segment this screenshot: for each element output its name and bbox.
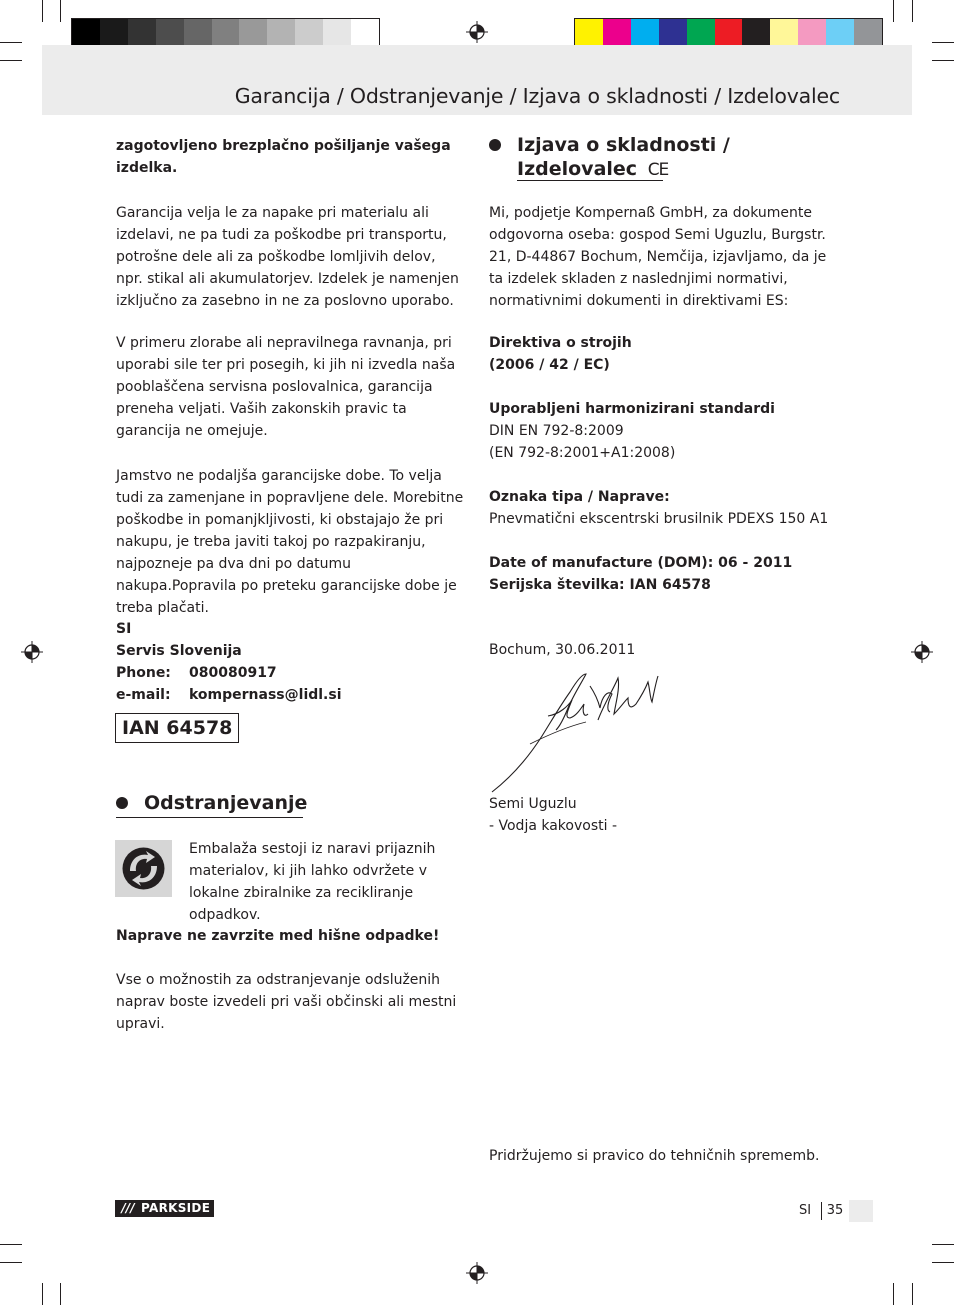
technical-changes-note: Pridržujemo si pravico do tehničnih sprememb. (489, 1148, 820, 1164)
crop-mark (60, 1283, 61, 1305)
color-swatch (323, 19, 351, 45)
brand-name: PARKSIDE (141, 1201, 211, 1215)
color-swatch (575, 19, 603, 45)
page-title: Garancija / Odstranjevanje / Izjava o skladnosti / Izdelovalec (234, 84, 840, 108)
logo-stripes-icon: /// (121, 1201, 135, 1215)
color-swatch (267, 19, 295, 45)
registration-mark-icon (466, 1262, 488, 1284)
color-swatch (239, 19, 267, 45)
service-phone-row (116, 662, 466, 684)
color-swatch (715, 19, 743, 45)
dom-block (489, 552, 792, 596)
crop-mark (893, 0, 894, 22)
page-number-tab (849, 1200, 873, 1222)
crop-mark (932, 42, 954, 43)
color-swatch (156, 19, 184, 45)
registration-mark-icon (21, 641, 43, 663)
service-name: Servis Slovenija (116, 643, 242, 659)
crop-mark (912, 0, 913, 22)
conformity-heading-line1: Izjava o skladnosti / (517, 134, 730, 156)
registration-mark-icon (911, 641, 933, 663)
signer-title: - Vodja kakovosti - (489, 818, 618, 834)
signer-block (489, 793, 617, 837)
warranty-paragraph-1: Garancija velja le za napake pri materialu ali izdelavi, ne pa tudi za poškodbe pri transportu, potrošne dele ali za poškodbe lomljivih delov, npr. stikal ali akumulatorjev. Izdelek je namenjen izključno za zasebno in ne za poslovno uporabo. (116, 205, 459, 309)
conformity-heading-line2-row (517, 157, 730, 182)
disposal-warning: Naprave ne zavrzite med hišne odpadke! (116, 928, 440, 944)
directive-line2: (2006 / 42 / EC) (489, 357, 610, 373)
crop-mark (0, 60, 22, 61)
ce-mark-icon: CE (647, 160, 669, 180)
crop-mark (42, 1283, 43, 1305)
heading-underline (517, 180, 663, 181)
disposal-heading (116, 791, 307, 815)
color-swatch (295, 19, 323, 45)
type-label: Oznaka tipa / Naprave: (489, 489, 670, 505)
standard-1: DIN EN 792-8:2009 (489, 423, 624, 439)
bullet-icon (116, 797, 128, 809)
language-code: SI (798, 1203, 812, 1218)
heading-underline (116, 817, 303, 818)
page-number: 35 (826, 1203, 844, 1218)
color-swatch (351, 19, 379, 45)
parkside-logo (115, 1200, 214, 1217)
signer-name: Semi Uguzlu (489, 796, 577, 812)
conformity-heading (489, 133, 730, 182)
phone-value: 080080917 (189, 665, 277, 681)
process-color-bar (574, 18, 883, 46)
color-swatch (72, 19, 100, 45)
signature-icon (490, 668, 670, 796)
color-swatch (826, 19, 854, 45)
directive-line1: Direktiva o strojih (489, 335, 632, 351)
bullet-icon (489, 139, 501, 151)
warranty-intro-bold: zagotovljeno brezplačno pošiljanje vašega izdelka. (116, 138, 451, 176)
serial-number: Serijska številka: IAN 64578 (489, 577, 711, 593)
color-swatch (212, 19, 240, 45)
type-value: Pnevmatični ekscentrski brusilnik PDEXS 150 A1 (489, 511, 829, 527)
date-of-manufacture: Date of manufacture (DOM): 06 - 2011 (489, 555, 793, 571)
email-value: kompernass@lidl.si (189, 687, 342, 703)
service-country: SI (116, 621, 132, 637)
color-swatch (659, 19, 687, 45)
color-swatch (770, 19, 798, 45)
color-swatch (798, 19, 826, 45)
service-email-row (116, 684, 466, 706)
conformity-intro: Mi, podjetje Kompernaß GmbH, za dokumente odgovorna oseba: gospod Semi Uguzlu, Burgstr. 21, D-44867 Bochum, Nemčija, izjavljamo, da je ta izdelek skladen z naslednjimi normativi, normativnimi dokumenti in direktivami ES: (489, 205, 827, 309)
crop-mark (42, 0, 43, 22)
registration-mark-icon (466, 21, 488, 43)
type-block (489, 486, 849, 530)
color-swatch (854, 19, 882, 45)
ian-box: IAN 64578 (115, 713, 239, 743)
crop-mark (60, 0, 61, 22)
crop-mark (0, 1262, 22, 1263)
recycle-icon (115, 840, 172, 897)
phone-label: Phone: (116, 665, 171, 681)
disposal-info: Vse o možnostih za odstranjevanje odsluženih naprav boste izvedeli pri vaši občinski ali mestni upravi. (116, 972, 457, 1032)
place-date: Bochum, 30.06.2011 (489, 642, 636, 658)
color-swatch (603, 19, 631, 45)
crop-mark (893, 1283, 894, 1305)
color-swatch (687, 19, 715, 45)
standards-label: Uporabljeni harmonizirani standardi (489, 401, 775, 417)
color-swatch (128, 19, 156, 45)
conformity-heading-line2: Izdelovalec (517, 158, 638, 180)
color-swatch (184, 19, 212, 45)
crop-mark (912, 1283, 913, 1305)
color-swatch (100, 19, 128, 45)
disposal-heading-text: Odstranjevanje (144, 792, 308, 814)
grayscale-color-bar (71, 18, 380, 46)
warranty-paragraph-2: V primeru zlorabe ali nepravilnega ravnanja, pri uporabi sile ter pri posegih, ki jih ni izvedla naša pooblaščena servisna poslovalnica, garancija preneha veljati. Vaših zakonskih pravic ta garancija ne omejuje. (116, 335, 456, 439)
crop-mark (0, 42, 22, 43)
email-label: e-mail: (116, 687, 171, 703)
standards-block (489, 398, 775, 464)
crop-mark (0, 1244, 22, 1245)
service-block (116, 618, 466, 706)
standard-2: (EN 792-8:2001+A1:2008) (489, 445, 676, 461)
packaging-text: Embalaža sestoji iz naravi prijaznih materialov, ki jih lahko odvržete v lokalne zbiralnike za recikliranje odpadkov. (189, 841, 436, 923)
color-swatch (631, 19, 659, 45)
crop-mark (932, 60, 954, 61)
crop-mark (932, 1244, 954, 1245)
color-swatch (742, 19, 770, 45)
directive-block (489, 332, 632, 376)
warranty-paragraph-3: Jamstvo ne podaljša garancijske dobe. To velja tudi za zamenjane in popravljene dele. Morebitne poškodbe in pomanjkljivosti, ki obstajajo že pri nakupu, je treba javiti takoj po razpakiranju, najpozneje pa dva dni po datumu nakupa.Popravila po preteku garancijske dobe je treba plačati. (116, 468, 464, 616)
crop-mark (932, 1262, 954, 1263)
